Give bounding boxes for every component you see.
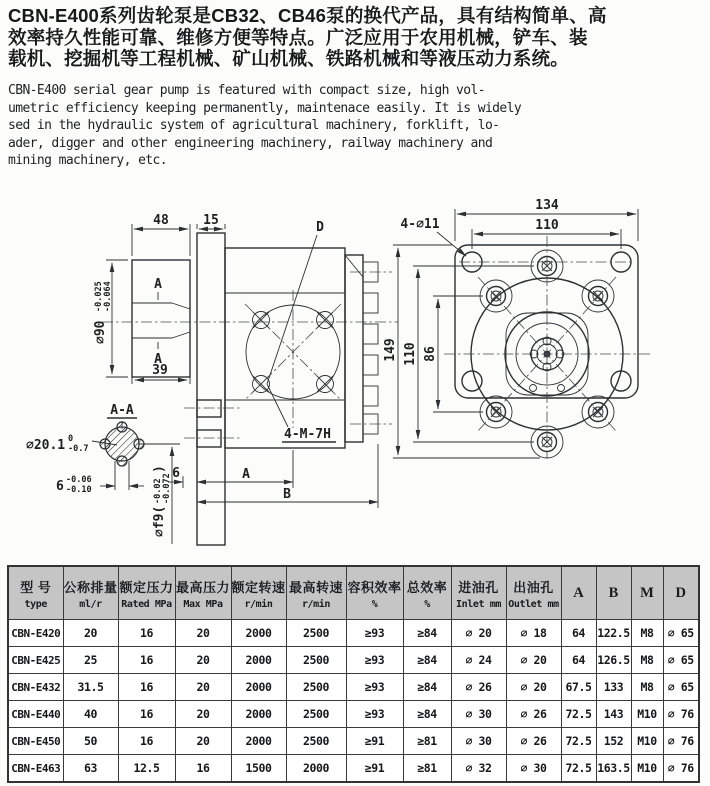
value-cell: ∅ 30 xyxy=(451,728,506,755)
value-cell: 2000 xyxy=(231,647,286,674)
value-cell: ∅ 76 xyxy=(663,701,699,728)
value-cell: ≥84 xyxy=(403,701,451,728)
col-header-en: ml/r xyxy=(79,598,102,610)
value-cell: 152 xyxy=(596,728,631,755)
value-cell: M10 xyxy=(631,755,663,783)
table-row xyxy=(8,701,699,728)
value-cell: ≥91 xyxy=(346,755,403,783)
col-header-en: Rated MPa xyxy=(121,598,172,610)
value-cell: ∅ 65 xyxy=(663,647,699,674)
value-cell: 16 xyxy=(175,755,231,783)
col-header-en: % xyxy=(424,598,430,610)
model-cell: CBN-E450 xyxy=(8,728,63,755)
value-cell: 20 xyxy=(63,620,118,647)
col-header-en: Max MPa xyxy=(183,598,223,610)
col-header-6 xyxy=(346,566,403,620)
col-header-12 xyxy=(631,566,663,620)
col-header-en: Outlet mm xyxy=(508,598,559,610)
svg-text:-0.025: -0.025 xyxy=(94,281,104,312)
value-cell: ∅ 20 xyxy=(451,620,506,647)
cn-line-3: 载机、挖掘机等工程机械、矿山机械、铁路机械和等液压动力系统。 xyxy=(8,48,570,69)
mounting-plate xyxy=(197,233,225,545)
value-cell: 72.5 xyxy=(561,701,596,728)
col-header-cn: M xyxy=(640,584,654,601)
value-cell: ∅ 24 xyxy=(451,647,506,674)
value-cell: 16 xyxy=(118,701,175,728)
front-view xyxy=(383,198,652,458)
value-cell: 1500 xyxy=(231,755,286,783)
value-cell: ≥84 xyxy=(403,674,451,701)
dim-48-label: 48 xyxy=(153,213,169,228)
model-cell: CBN-E425 xyxy=(8,647,63,674)
value-cell: ≥81 xyxy=(403,755,451,783)
value-cell: 16 xyxy=(118,620,175,647)
col-header-9 xyxy=(506,566,561,620)
col-header-cn: 容积效率 xyxy=(347,579,402,595)
col-header-cn: B xyxy=(608,584,619,601)
value-cell: 2000 xyxy=(231,620,286,647)
svg-text:-0.072: -0.072 xyxy=(162,473,172,504)
col-header-cn: 最高转速 xyxy=(288,579,343,595)
value-cell: ≥93 xyxy=(346,620,403,647)
model-cell: CBN-E463 xyxy=(8,755,63,783)
value-cell: 72.5 xyxy=(561,755,596,783)
value-cell: ≥91 xyxy=(346,728,403,755)
value-cell: ∅ 76 xyxy=(663,728,699,755)
value-cell: 16 xyxy=(118,674,175,701)
model-cell: CBN-E432 xyxy=(8,674,63,701)
value-cell: 20 xyxy=(175,728,231,755)
value-cell: 2000 xyxy=(231,701,286,728)
col-header-11 xyxy=(596,566,631,620)
col-header-cn: 出油孔 xyxy=(513,579,554,595)
svg-text:∅f9(: ∅f9( xyxy=(152,505,167,537)
value-cell: ∅ 30 xyxy=(451,701,506,728)
value-cell: ∅ 32 xyxy=(451,755,506,783)
mounting-flange xyxy=(455,245,638,398)
intro-paragraph-cn xyxy=(8,5,706,70)
value-cell: 2000 xyxy=(231,728,286,755)
spec-table xyxy=(7,565,700,783)
dim-149-label: 149 xyxy=(383,338,398,362)
hole-callout-label: 4-∅11 xyxy=(400,217,440,232)
value-cell: 20 xyxy=(175,674,231,701)
value-cell: ≥84 xyxy=(403,647,451,674)
col-header-3 xyxy=(175,566,231,620)
value-cell: 72.5 xyxy=(561,728,596,755)
port-boss-2 xyxy=(197,430,221,447)
value-cell: M10 xyxy=(631,701,663,728)
value-cell: 40 xyxy=(63,701,118,728)
value-cell: ∅ 30 xyxy=(506,755,561,783)
dim-phif9-label xyxy=(152,465,172,537)
value-cell: 2500 xyxy=(286,701,346,728)
value-cell: ≥93 xyxy=(346,701,403,728)
dim-110-side-label: 110 xyxy=(403,342,418,366)
value-cell: 20 xyxy=(175,620,231,647)
value-cell: 20 xyxy=(175,701,231,728)
value-cell: 2000 xyxy=(231,674,286,701)
dim-39-label: 39 xyxy=(152,363,168,378)
dim-phi201-label: ∅20.1 xyxy=(26,438,66,453)
value-cell: 2000 xyxy=(286,755,346,783)
value-cell: 2500 xyxy=(286,647,346,674)
col-header-cn: A xyxy=(573,584,584,601)
value-cell: ≥81 xyxy=(403,728,451,755)
cn-line-1: CBN-E400系列齿轮泵是CB32、CB46泵的换代产品，具有结构简单、高 xyxy=(8,5,607,26)
value-cell: 64 xyxy=(561,620,596,647)
value-cell: ≥93 xyxy=(346,647,403,674)
value-cell: 67.5 xyxy=(561,674,596,701)
dim-b-label: B xyxy=(283,487,291,502)
col-header-1 xyxy=(63,566,118,620)
value-cell: ∅ 65 xyxy=(663,674,699,701)
value-cell: ∅ 18 xyxy=(506,620,561,647)
col-header-cn: 额定转速 xyxy=(231,579,286,595)
col-header-5 xyxy=(286,566,346,620)
col-header-en: Inlet mm xyxy=(456,598,501,610)
value-cell: ≥84 xyxy=(403,620,451,647)
shaft-keyway xyxy=(132,303,190,338)
dim-a-label: A xyxy=(242,467,250,482)
svg-text:): ) xyxy=(152,465,167,473)
value-cell: 63 xyxy=(63,755,118,783)
value-cell: 25 xyxy=(63,647,118,674)
value-cell: 126.5 xyxy=(596,647,631,674)
value-cell: 64 xyxy=(561,647,596,674)
intro-paragraph-en xyxy=(8,82,706,170)
table-row xyxy=(8,647,699,674)
section-aa-label: A-A xyxy=(110,403,134,418)
table-row xyxy=(8,728,699,755)
col-header-cn: 额定压力 xyxy=(119,579,174,595)
value-cell: 133 xyxy=(596,674,631,701)
value-cell: ∅ 65 xyxy=(663,620,699,647)
value-cell: 163.5 xyxy=(596,755,631,783)
col-header-en: r/min xyxy=(244,598,273,610)
value-cell: ≥93 xyxy=(346,674,403,701)
col-header-13 xyxy=(663,566,699,620)
value-cell: M8 xyxy=(631,620,663,647)
table-header-row xyxy=(8,566,699,620)
dim-width6-tol-top: -0.06 xyxy=(66,475,92,485)
section-aa xyxy=(26,403,180,544)
col-header-cn: 进油孔 xyxy=(458,579,499,595)
en-line-3: sed in the hydraulic system of agricultural machinery, forklift, lo- xyxy=(8,118,500,133)
value-cell: 2500 xyxy=(286,620,346,647)
value-cell: ∅ 26 xyxy=(451,674,506,701)
col-header-en: type xyxy=(24,598,47,610)
col-header-en: r/min xyxy=(301,598,331,610)
value-cell: M10 xyxy=(631,728,663,755)
col-header-2 xyxy=(118,566,175,620)
en-line-4: ader, digger and other engineering machinery, railway machinery and xyxy=(8,135,493,151)
value-cell: 143 xyxy=(596,701,631,728)
value-cell: M8 xyxy=(631,647,663,674)
cn-line-2: 效率持久性能可靠、维修方便等特点。广泛应用于农用机械，铲车、装 xyxy=(8,26,588,48)
section-marker-a-bottom: A xyxy=(154,352,162,367)
value-cell: 12.5 xyxy=(118,755,175,783)
model-cell: CBN-E420 xyxy=(8,620,63,647)
table-row xyxy=(8,674,699,701)
dim-86-label: 86 xyxy=(423,346,438,362)
rear-cover xyxy=(345,255,363,442)
side-view xyxy=(93,213,398,545)
col-header-8 xyxy=(451,566,506,620)
col-header-cn: 总效率 xyxy=(406,579,448,595)
value-cell: 122.5 xyxy=(596,620,631,647)
col-header-en: % xyxy=(371,598,378,610)
technical-drawing xyxy=(0,192,710,560)
dim-phi201-tol-top: 0 xyxy=(68,434,74,444)
col-header-0 xyxy=(8,566,63,620)
model-cell: CBN-E440 xyxy=(8,701,63,728)
value-cell: ∅ 20 xyxy=(506,674,561,701)
col-header-10 xyxy=(561,566,596,620)
col-header-cn: 型 号 xyxy=(20,579,52,595)
section-marker-a-top: A xyxy=(154,277,162,292)
dim-phi90-label xyxy=(93,281,113,344)
dim-6-label: 6 xyxy=(172,466,180,481)
value-cell: ∅ 76 xyxy=(663,755,699,783)
en-line-1: CBN-E400 serial gear pump is featured with compact size, high vol- xyxy=(8,83,485,98)
dim-width6-tol-bot: -0.10 xyxy=(66,485,92,495)
value-cell: 2500 xyxy=(286,674,346,701)
table-row xyxy=(8,755,699,783)
value-cell: 50 xyxy=(63,728,118,755)
dim-phi201-tol-bot: -0.7 xyxy=(68,444,89,454)
col-header-4 xyxy=(231,566,286,620)
dim-134-label: 134 xyxy=(535,198,559,213)
col-header-cn: D xyxy=(675,584,686,601)
col-header-cn: 最高压力 xyxy=(175,579,230,595)
value-cell: 16 xyxy=(118,647,175,674)
dim-110-top-label: 110 xyxy=(535,218,559,233)
value-cell: 2500 xyxy=(286,728,346,755)
table-row xyxy=(8,620,699,647)
en-line-2: umetric efficiency keeping permanently, maintenace easily. It is widely xyxy=(8,100,522,116)
value-cell: ∅ 20 xyxy=(506,647,561,674)
col-header-7 xyxy=(403,566,451,620)
cooling-ribs xyxy=(363,262,378,434)
value-cell: 31.5 xyxy=(63,674,118,701)
value-cell: ∅ 26 xyxy=(506,728,561,755)
svg-text:-0.064: -0.064 xyxy=(103,281,113,312)
thread-callout-label: 4-M-7H xyxy=(284,427,331,442)
port-d-label: D xyxy=(316,220,324,235)
dim-width6-label: 6 xyxy=(56,479,64,494)
value-cell: ∅ 26 xyxy=(506,701,561,728)
col-header-cn: 公称排量 xyxy=(63,579,118,595)
dim-15-label: 15 xyxy=(203,213,219,228)
port-boss-1 xyxy=(197,400,221,417)
value-cell: 16 xyxy=(118,728,175,755)
value-cell: M8 xyxy=(631,674,663,701)
value-cell: 20 xyxy=(175,647,231,674)
svg-text:∅90: ∅90 xyxy=(93,320,108,344)
pump-body-side xyxy=(225,248,345,448)
svg-text:-0.02: -0.02 xyxy=(153,478,163,504)
en-line-5: mining machinery, etc. xyxy=(8,153,167,168)
